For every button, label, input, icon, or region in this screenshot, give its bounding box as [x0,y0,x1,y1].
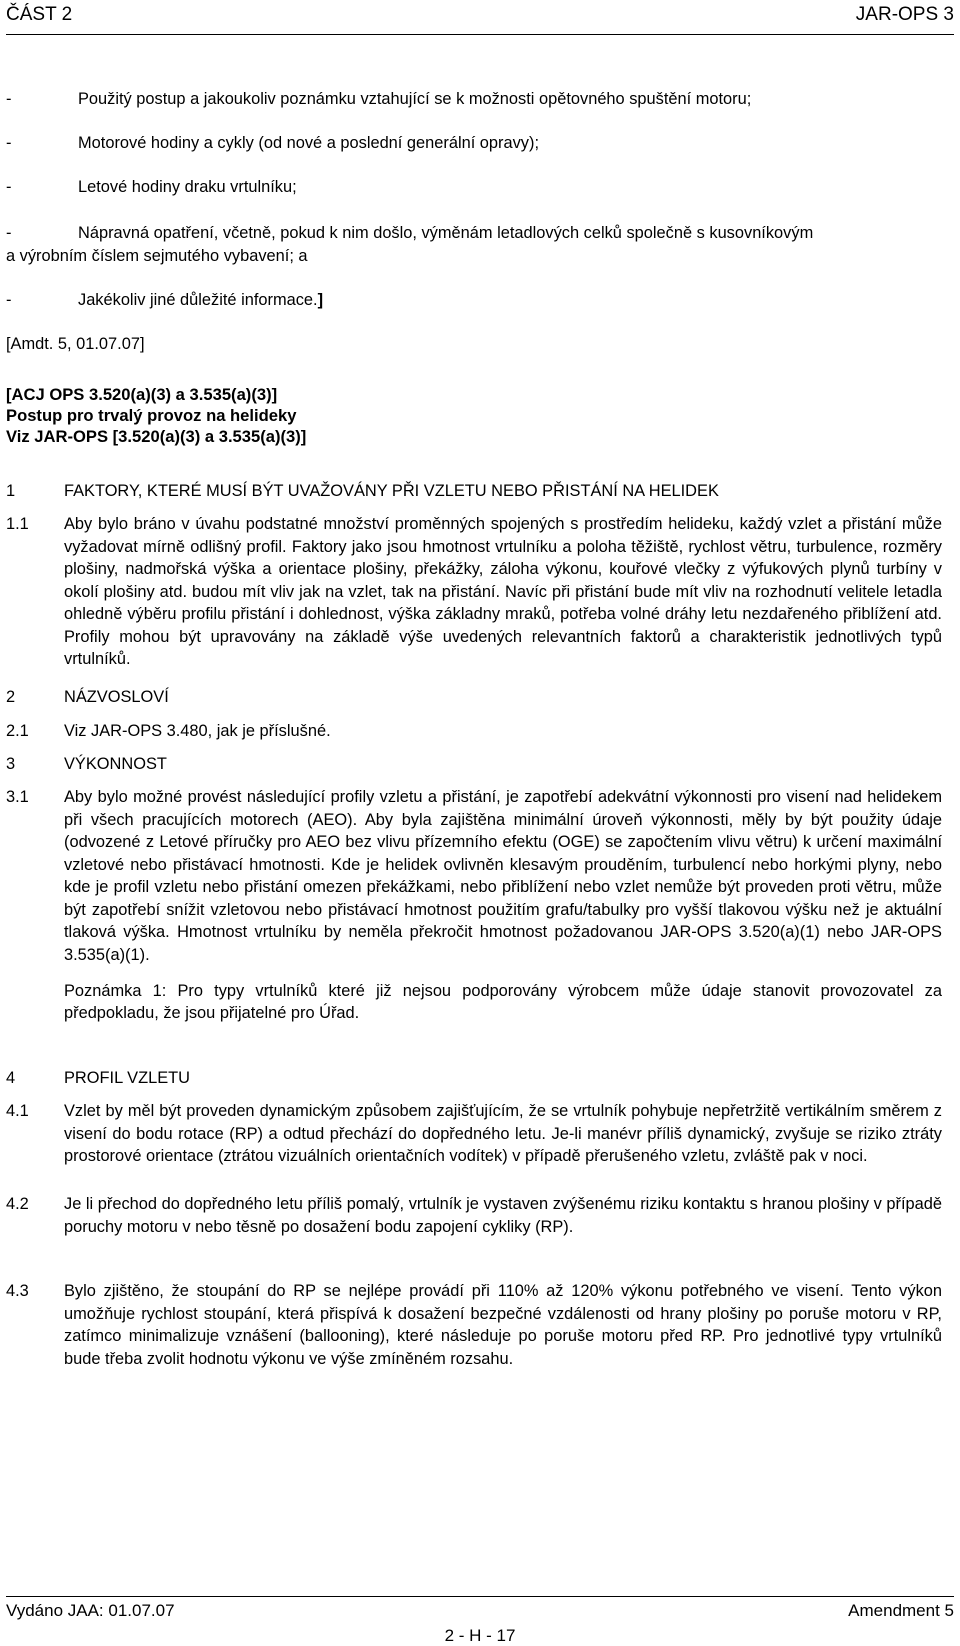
header-part: ČÁST 2 [6,4,73,25]
bullet-item: Letové hodiny draku vrtulníku; [78,178,297,196]
paragraph-text: Aby bylo bráno v úvahu podstatné množství proměnných spojených s prostředím helideku, každý vzlet a přistání může vyžadovat mírně odlišný profil. Faktory jako jsou hmotnost vrtulníku a poloha těžiště, rychlost větru, turbulence, rozměry plošiny, nadmořská výška a orientace plošiny, překážky, záloha výkonu, kouřové vlečky z výfukových plynů turbíny v okolí plošiny atd. budou mít vliv jak na vzlet, tak na přistání. Navíc při přistání bude mít vliv na rozhodnutí velitele letadla ohledně výběru profilu přistání i dohlednost, výška základny mraků, potřeba volné dráhy letu nezdařeného přiblížení atd. Profily mohou být upravovány na základě výše uvedených relevantních faktorů a charakteristik jednotlivých typů vrtulníků. [64,515,942,668]
paragraph-text: Aby bylo možné provést následující profily vzletu a přistání, je zapotřebí adekvátní výkonnosti pro visení nad helidekem při všech pracujících motorech (AEO). Aby byla zajištěna minimální úroveň výkonnosti, měly by být použity údaje (odvozené z Letové příručky pro AEO bez vlivu přízemního efektu (OGE) se započtením vlivu větru) k určení maximální vzletové nebo přistávací hmotnosti. Kde je helidek ovlivněn klesavým prouděním, turbulencí nebo horkými plyny, nebo kde je profil vzletu nebo přistání omezen překážkami, nebo přiblížení nebo vzlet nemůže být proveden proti větru, může být zapotřebí snížit vzletovou nebo přistávací hmotnost použitím grafu/tabulky pro vyšší tlakovou výšku než je aktuální tlaková výška. Hmotnost vrtulníku by neměla překročit hmotnost požadovanou JAR-OPS 3.520(a)(1) nebo JAR-OPS 3.535(a)(1). [64,788,942,964]
section-number: 3 [6,755,16,773]
bullet-item: Použitý postup a jakoukoliv poznámku vztahující se k možnosti opětovného spuštění motoru; [78,90,752,108]
bullet-dash: - [6,178,12,196]
paragraph-text: Viz JAR-OPS 3.480, jak je příslušné. [64,722,331,740]
acj-title: Postup pro trvalý provoz na helideky [6,406,297,425]
paragraph-number: 2.1 [6,722,29,740]
bullet-dash: - [6,134,12,152]
closing-bracket: ] [317,291,324,309]
acj-heading [6,384,306,447]
paragraph-number: 3.1 [6,788,29,806]
footer-amendment: Amendment 5 [848,1601,954,1620]
footer-issue-date: Vydáno JAA: 01.07.07 [6,1601,175,1620]
paragraph-text: Bylo zjištěno, že stoupání do RP se nejlépe provádí při 110% až 120% výkonu potřebného ve visení. Tento výkon umožňuje rychlost stoupání, která přispívá k dosažení bezpečné vzdálenosti od hrany plošiny po poruše motoru v RP, zatímco minimalizuje vznášení (ballooning), které následuje po poruše motoru před RP. Pro jednotlivé typy vrtulníků bude třeba zvolit hodnotu výkonu ve výše zmíněném rozsahu. [64,1282,942,1368]
paragraph-number: 1.1 [6,515,29,533]
acj-reference: [ACJ OPS 3.520(a)(3) a 3.535(a)(3)] [6,385,278,404]
bullet-item: Nápravná opatření, včetně, pokud k nim došlo, výměnám letadlových celků společně s kusovníkovým [78,224,814,242]
section-title: NÁZVOSLOVÍ [64,688,169,706]
section-title: VÝKONNOST [64,755,167,773]
section-number: 1 [6,482,16,500]
bullet-dash: - [6,90,12,108]
paragraph-number: 4.3 [6,1282,29,1300]
note-text: Poznámka 1: Pro typy vrtulníků které již nejsou podporovány výrobcem může údaje stanovit provozovatel za předpokladu, že jsou přijatelné pro Úřad. [64,982,942,1022]
section-title: FAKTORY, KTERÉ MUSÍ BÝT UVAŽOVÁNY PŘI VZLETU NEBO PŘISTÁNÍ NA HELIDEK [64,482,719,500]
bullet-dash: - [6,291,12,309]
bullet-item: Motorové hodiny a cykly (od nové a poslední generální opravy); [78,134,540,152]
paragraph-number: 4.1 [6,1102,29,1120]
amendment-note: [Amdt. 5, 01.07.07] [6,335,145,353]
section-title: PROFIL VZLETU [64,1069,190,1087]
paragraph-number: 4.2 [6,1195,29,1213]
bullet-dash: - [6,224,12,242]
acj-see-reference: Viz JAR-OPS [3.520(a)(3) a 3.535(a)(3)] [6,427,307,446]
page-number: 2 - H - 17 [444,1626,516,1645]
section-number: 2 [6,688,16,706]
header-rule [6,34,954,35]
bullet-item [78,289,323,311]
paragraph-text: Vzlet by měl být proveden dynamickým způsobem zajišťujícím, že se vrtulník pohybuje nepřetržitě vertikálním směrem z visení do bodu rotace (RP) a odtud přechází do dopředného letu. Je-li manévr příliš dynamický, zvyšuje se riziko ztráty prostorové orientace (ztrátou vizuálních orientačních vodítek) v případě přerušeného vzletu, zvláště pak v noci. [64,1102,942,1165]
page-header [6,4,954,30]
section-number: 4 [6,1069,16,1087]
bullet-item-text: Jakékoliv jiné důležité informace. [78,291,318,309]
bullet-item-continuation: a výrobním číslem sejmutého vybavení; a [6,247,308,265]
header-doc-id: JAR-OPS 3 [855,4,954,25]
footer-rule [6,1596,954,1597]
paragraph-text: Je li přechod do dopředného letu příliš pomalý, vrtulník je vystaven zvýšenému riziku kontaktu s hranou plošiny v případě poruchy motoru v nebo těsně po dosažení bodu zapojení cykliky (RP). [64,1195,942,1236]
